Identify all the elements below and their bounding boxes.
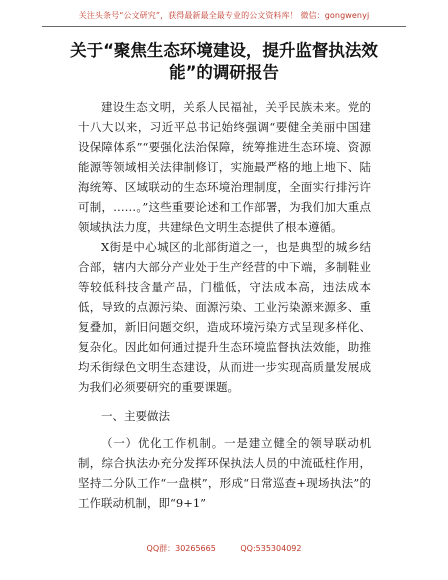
footer-qq-group: QQ群：30265665 <box>146 544 216 553</box>
header-divider <box>42 26 406 27</box>
footer-qq: QQ:535304092 <box>240 544 302 553</box>
document-title <box>60 40 388 84</box>
header-promo-note: 关注头条号“公文研究”，获得最新最全最专业的公文资料库！ 微信：gongwenyj <box>78 11 370 20</box>
document-body <box>78 97 371 513</box>
footer-contact <box>0 543 448 554</box>
section-heading-main-practices: 一、主要做法 <box>101 409 170 423</box>
document-title-line-1: 关于“聚焦生态环境建设，提升监督执法效 <box>70 41 378 60</box>
paragraph-background: X街是中心城区的北部街道之一，也是典型的城乡结合部，辖内大部分产业处于生产经营的中下端，多制鞋业等较低科技含量产品，门槛低，守法成本高，违法成本低，导致的点源污染、面源污染、工业污染源来源多、重复叠加，新旧问题交织，造成环境污染方式呈现多样化、复杂化。因此如何通过提升生态环境监督执法效能，助推均禾街绿色文明生态建设，从而进一步实现高质量发展成为我们必须要研究的重要课题。 <box>78 240 371 394</box>
document-title-line-2: 能”的调研报告 <box>169 63 279 82</box>
paragraph-optimize-mechanism: （一）优化工作机制。一是建立健全的领导联动机制，综合执法办充分发挥环保执法人员的中流砥柱作用，坚持二分队工作“一盘棋”，形成“日常巡查+现场执法”的工作联动机制，即“9+1” <box>78 436 371 510</box>
paragraph-intro: 建设生态文明，关系人民福祉，关乎民族未来。党的十八大以来，习近平总书记始终强调“要健全美丽中国建设保障体系”“要强化法治保障，统筹推进生态环境、资源能源等领域相关法律制修订，实施最严格的地上地下、陆海统筹、区域联动的生态环境治理制度，全面实行排污许可制，……。”这些重要论述和工作部署，为我们加大重点领域执法力度，共建绿色文明生态提供了根本遵循。 <box>78 100 371 234</box>
